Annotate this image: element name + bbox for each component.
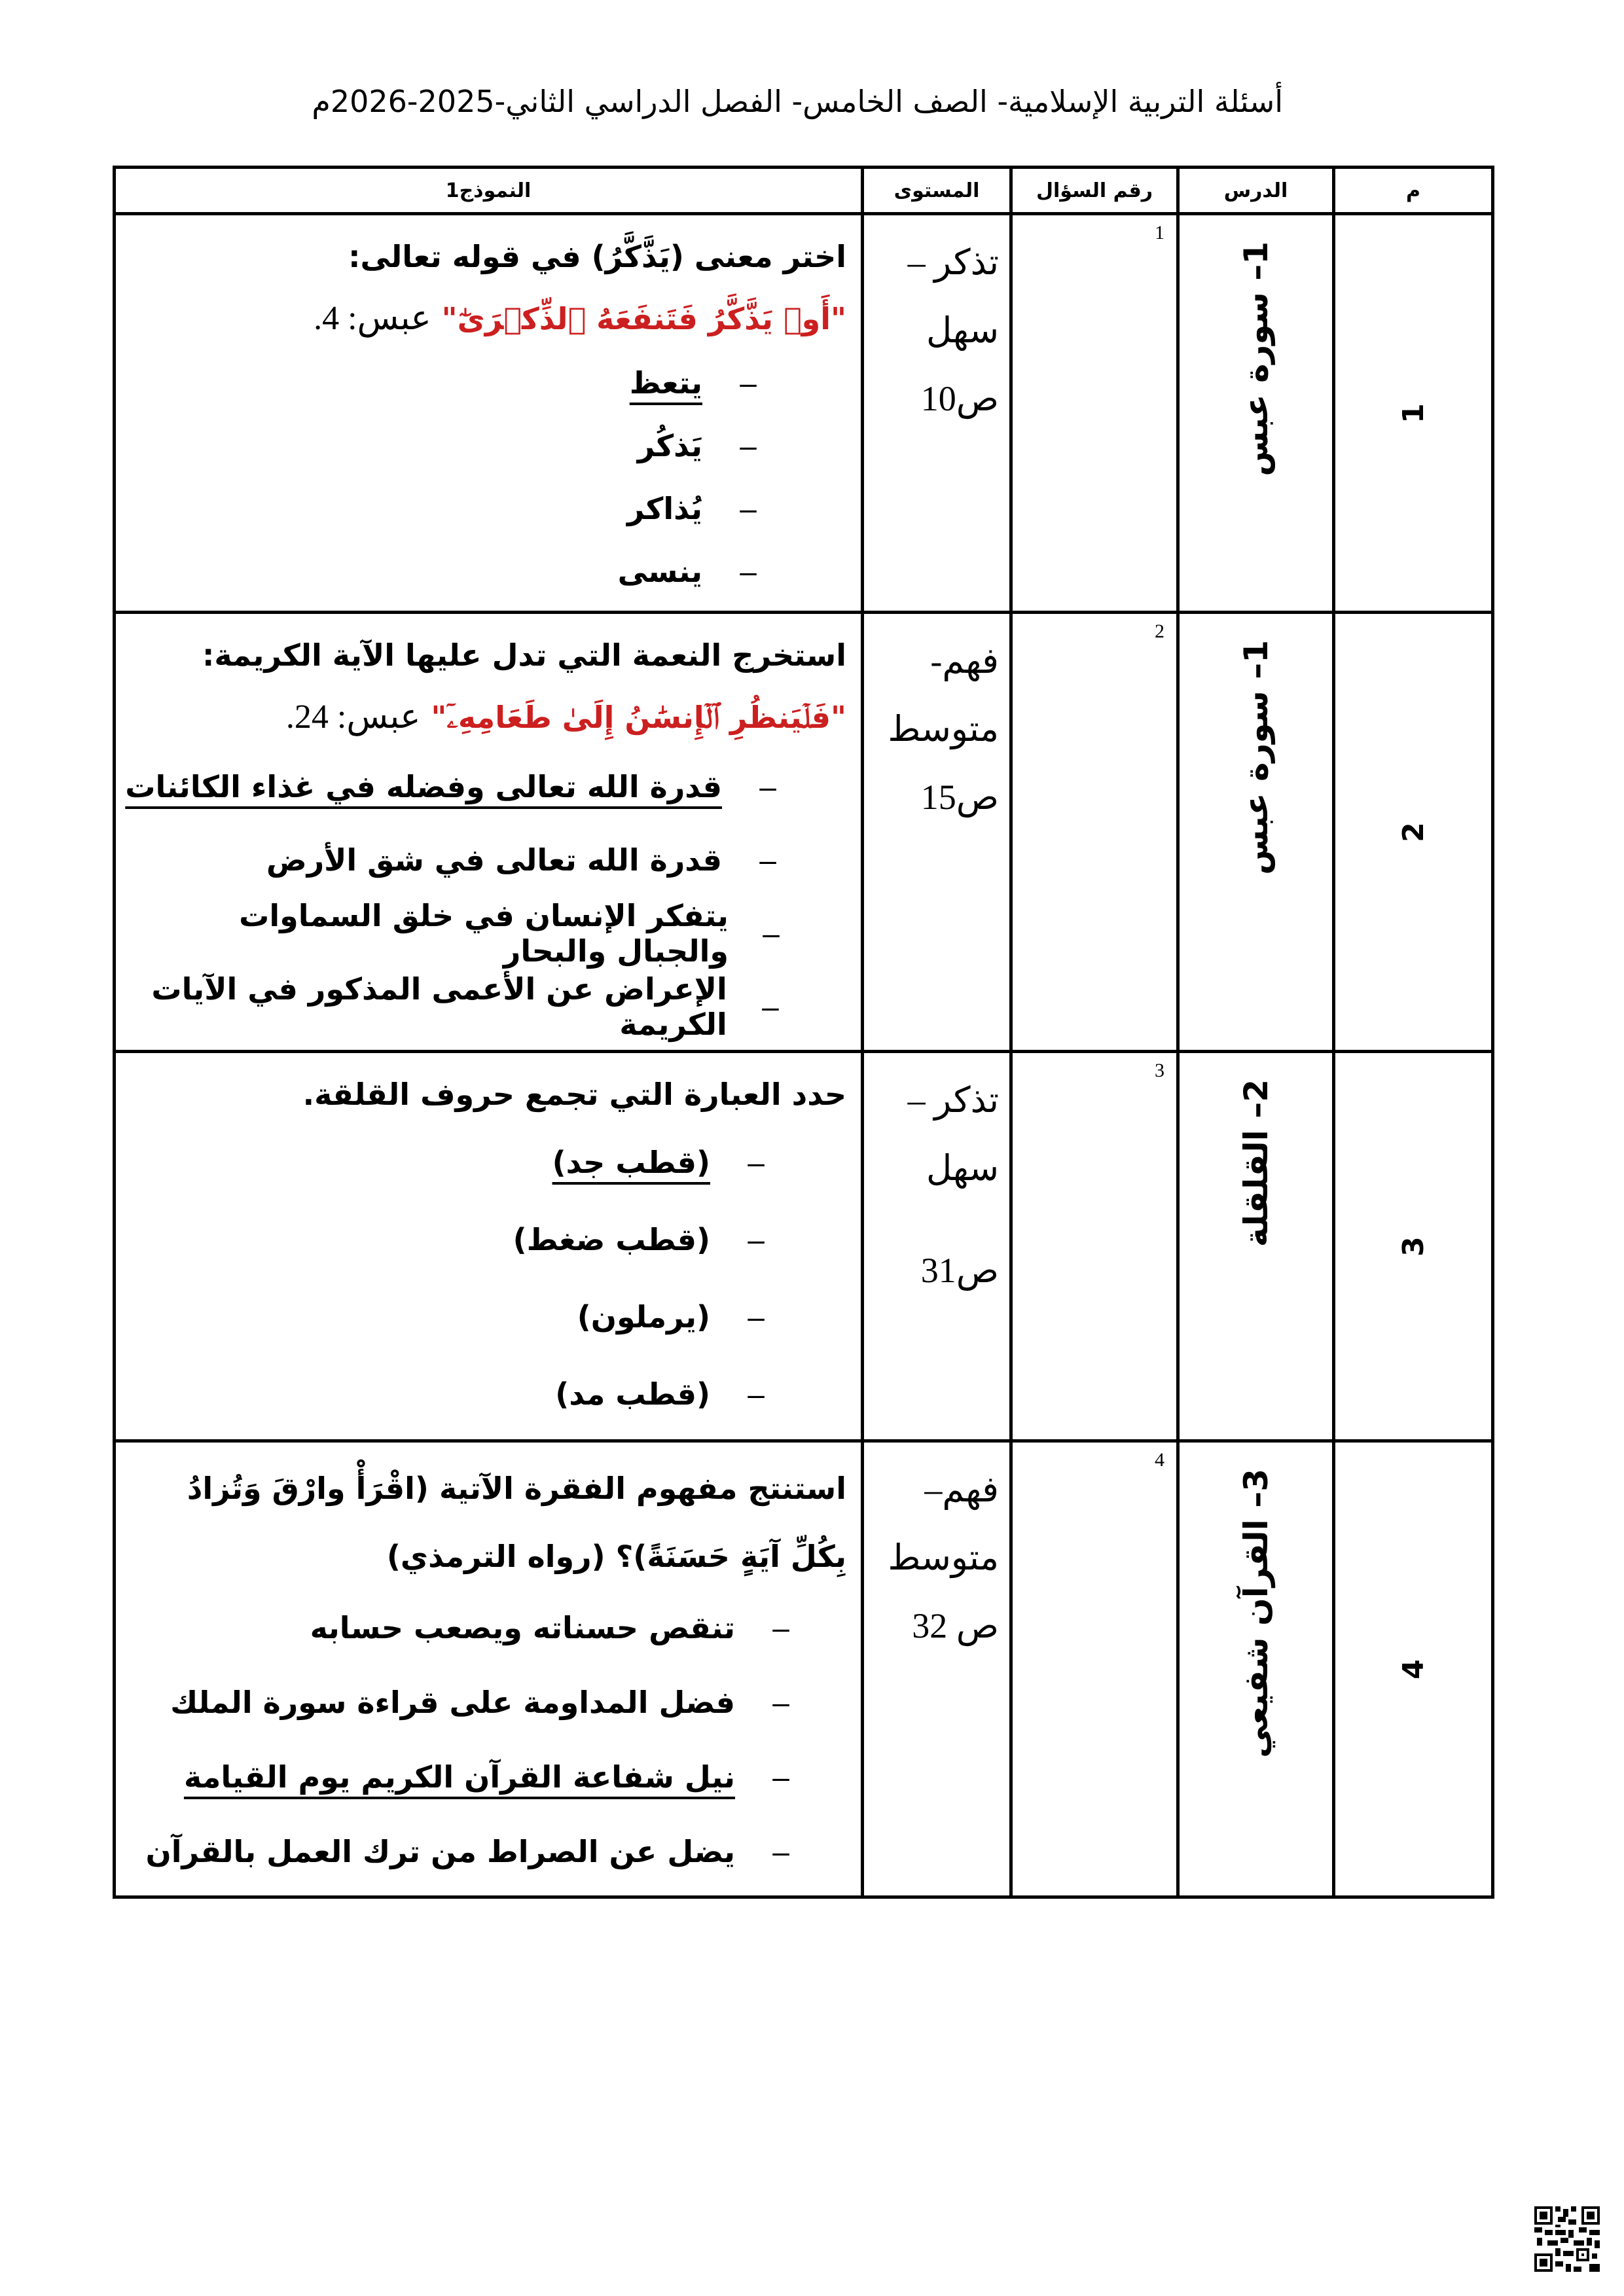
lesson-cell	[1178, 1052, 1334, 1441]
dash-bullet-icon: –	[748, 1223, 765, 1257]
option-item	[124, 540, 768, 603]
option-text: قدرة الله تعالى في شق الأرض	[266, 842, 722, 878]
dash-bullet-icon: –	[772, 1611, 789, 1645]
row-number	[1334, 613, 1493, 1052]
option-text: (يرملون)	[577, 1299, 710, 1335]
option-text: (قطب ضغط)	[513, 1222, 710, 1257]
row-number-text: 1	[1396, 403, 1430, 423]
header-model: النموذج1	[115, 168, 863, 214]
dash-bullet-icon: –	[740, 429, 757, 463]
level-type: فهم–	[924, 1470, 999, 1509]
lesson-title: 1– سورة عبس	[1236, 640, 1275, 875]
level-type: تذكر –	[907, 243, 999, 282]
question-cell	[115, 1441, 863, 1897]
question-stem: حدد العبارة التي تجمع حروف القلقة.	[302, 1077, 846, 1112]
option-text: فضل المداومة على قراءة سورة الملك	[170, 1685, 735, 1720]
level-type: تذكر –	[907, 1081, 999, 1120]
dash-bullet-icon: –	[740, 492, 757, 526]
option-item	[124, 1590, 801, 1665]
lesson-cell	[1178, 613, 1334, 1052]
table-row	[115, 613, 1493, 1052]
question-cell	[115, 214, 863, 613]
option-item	[124, 1278, 776, 1355]
option-item	[124, 823, 787, 897]
header-level: المستوى	[863, 168, 1011, 214]
dash-bullet-icon: –	[748, 1377, 765, 1411]
level-cell	[863, 613, 1011, 1052]
option-item	[124, 1665, 801, 1740]
dash-bullet-icon: –	[762, 990, 779, 1024]
dash-bullet-icon: –	[759, 770, 776, 804]
option-item	[124, 477, 768, 540]
dash-bullet-icon: –	[740, 366, 757, 400]
page-title	[0, 84, 1283, 119]
level-page: ص10	[920, 379, 999, 418]
question-number-cell	[1011, 1052, 1178, 1441]
level-page: ص31	[920, 1251, 999, 1290]
ayah-line	[124, 286, 846, 351]
question-number: 4	[1155, 1449, 1164, 1471]
ayah-text: "فَلۡيَنظُرِ ٱلۡإِنسَٰنُ إِلَىٰ طَعَامِهِۦٓ"	[431, 700, 846, 735]
level-difficulty: متوسط	[888, 709, 999, 749]
question-stem: اختر معنى (يَذَّكَّرُ) في قوله تعالى:	[348, 239, 846, 274]
option-text-correct: (قطب جد)	[552, 1145, 710, 1180]
options-list	[124, 750, 846, 1043]
dash-bullet-icon: –	[748, 1145, 765, 1179]
row-number-text: 3	[1396, 1236, 1430, 1257]
question-cell	[115, 613, 863, 1052]
lesson-title: 1– سورة عبس	[1236, 242, 1275, 476]
question-stem: استخرج النعمة التي تدل عليها الآية الكريمة:	[202, 637, 846, 673]
dash-bullet-icon: –	[740, 554, 757, 588]
dash-bullet-icon: –	[748, 1300, 765, 1334]
level-page: ص 32	[912, 1606, 999, 1645]
header-num: م	[1334, 168, 1493, 214]
ayah-reference: عبس: 24.	[285, 698, 421, 736]
question-stem: استنتج مفهوم الفقرة الآتية (اقْرَأْ وارْقَ وَتُزادُ بِكُلِّ آيَةٍ حَسَنَةً)؟ (رواه الترمذي)	[187, 1471, 846, 1574]
question-number-cell	[1011, 214, 1178, 613]
option-text-correct: يتعظ	[629, 365, 702, 401]
header-question-no: رقم السؤال	[1011, 168, 1178, 214]
option-text: يَذكُر	[637, 428, 702, 463]
dash-bullet-icon: –	[759, 843, 776, 877]
dash-bullet-icon: –	[772, 1685, 789, 1719]
ayah-text: "أَوۡ يَذَّكَّرُ فَتَنفَعَهُ ٱلذِّكۡرَىٰٓ"	[441, 301, 846, 336]
options-list	[124, 351, 846, 603]
option-item	[124, 351, 768, 414]
level-difficulty: سهل	[926, 311, 999, 350]
question-number: 1	[1155, 222, 1164, 243]
level-difficulty: سهل	[926, 1149, 999, 1188]
row-number	[1334, 1052, 1493, 1441]
table-row	[115, 214, 1493, 613]
option-item	[124, 897, 787, 970]
table-row	[115, 1052, 1493, 1441]
option-text: يتفكر الإنسان في خلق السماوات والجبال والبحار	[239, 898, 729, 969]
option-item	[124, 1124, 776, 1201]
lesson-cell	[1178, 214, 1334, 613]
row-number-text: 4	[1396, 1659, 1430, 1679]
option-item	[124, 1201, 776, 1278]
qr-code-icon	[1534, 2206, 1600, 2272]
row-number	[1334, 1441, 1493, 1897]
options-list	[124, 1590, 846, 1889]
ayah-line	[124, 685, 846, 750]
lesson-title: 3– القرآن شفيعي	[1236, 1469, 1275, 1758]
question-number: 2	[1155, 620, 1164, 642]
level-page: ص15	[920, 778, 999, 817]
dash-bullet-icon: –	[772, 1760, 789, 1794]
level-cell	[863, 214, 1011, 613]
level-type: فهم-	[930, 641, 999, 681]
ayah-reference: عبس: 4.	[314, 300, 431, 337]
lesson-title: 2– القلقلة	[1236, 1079, 1275, 1247]
option-text-correct: قدرة الله تعالى وفضله في غذاء الكائنات	[125, 769, 722, 804]
option-text-correct: نيل شفاعة القرآن الكريم يوم القيامة	[183, 1759, 735, 1795]
dash-bullet-icon: –	[772, 1835, 789, 1869]
level-cell	[863, 1441, 1011, 1897]
option-item	[124, 1814, 801, 1889]
option-text: الإعراض عن الأعمى المذكور في الآيات الكريمة	[151, 971, 727, 1042]
row-number-text: 2	[1396, 821, 1430, 842]
lesson-cell	[1178, 1441, 1334, 1897]
question-number-cell	[1011, 613, 1178, 1052]
option-item	[124, 970, 787, 1043]
dash-bullet-icon: –	[763, 916, 780, 950]
header-lesson: الدرس	[1178, 168, 1334, 214]
option-item	[124, 414, 768, 477]
option-text: (قطب مد)	[555, 1376, 710, 1412]
option-item	[124, 1355, 776, 1433]
question-cell	[115, 1052, 863, 1441]
page-title-text: أسئلة التربية الإسلامية- الصف الخامس- الفصل الدراسي الثاني-2025-2026م	[312, 84, 1283, 119]
option-text: ينسى	[617, 554, 702, 589]
exam-table	[113, 166, 1494, 1899]
option-text: يضل عن الصراط من ترك العمل بالقرآن	[145, 1834, 735, 1869]
row-number	[1334, 214, 1493, 613]
options-list	[124, 1124, 846, 1433]
option-item	[124, 750, 787, 823]
option-text: يُذاكر	[627, 491, 702, 526]
option-text: تنقص حسناته ويصعب حسابه	[310, 1610, 735, 1645]
question-number-cell	[1011, 1441, 1178, 1897]
table-header-row	[115, 168, 1493, 214]
table-row	[115, 1441, 1493, 1897]
question-number: 3	[1155, 1060, 1164, 1081]
option-item	[124, 1740, 801, 1814]
level-difficulty: متوسط	[888, 1538, 999, 1577]
level-cell	[863, 1052, 1011, 1441]
